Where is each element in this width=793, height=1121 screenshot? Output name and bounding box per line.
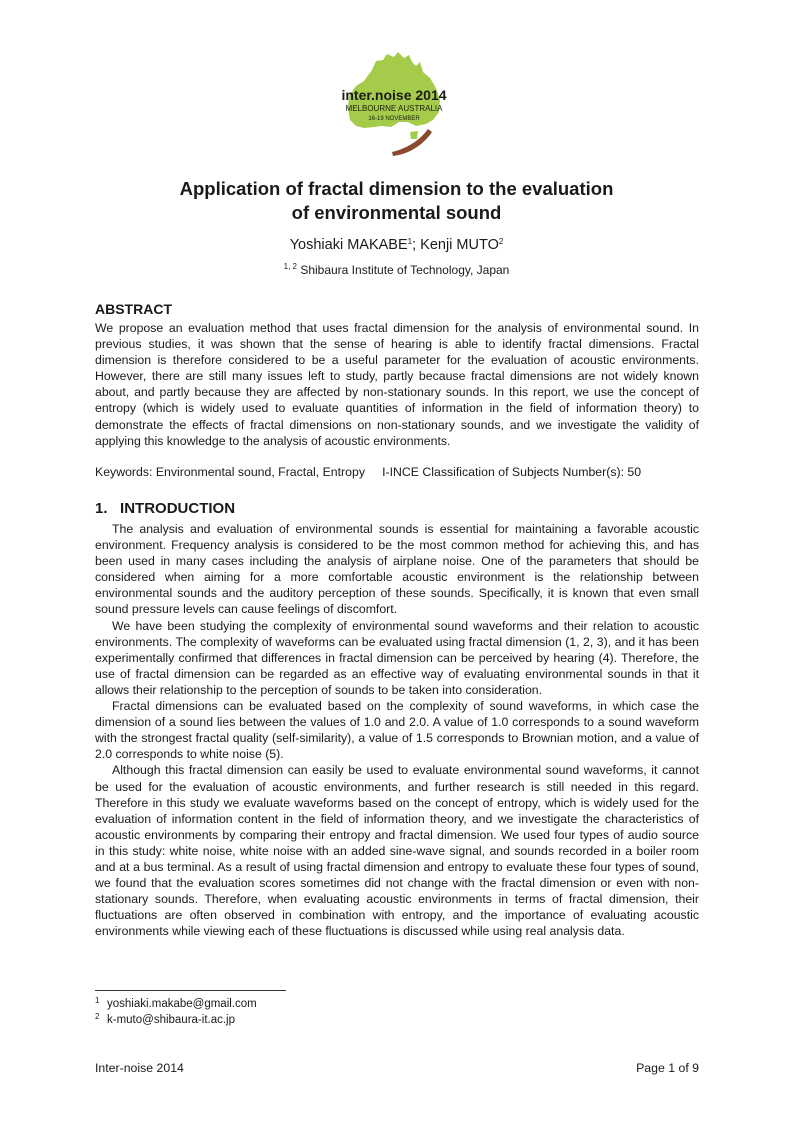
author-affiliation-marker: 2 bbox=[498, 237, 504, 246]
author-name: Yoshiaki MAKABE bbox=[289, 237, 408, 253]
classification-text: I-INCE Classification of Subjects Number(s): 50 bbox=[382, 465, 642, 479]
australia-map-icon bbox=[336, 48, 452, 163]
footnote-marker: 2 bbox=[95, 1012, 100, 1021]
footnote bbox=[95, 996, 257, 1010]
paper-title-line-1: Application of fractal dimension to the evaluation bbox=[179, 178, 614, 199]
logo-brand-text: inter.noise 2014 bbox=[341, 87, 447, 103]
keywords-text: Keywords: Environmental sound, Fractal, Entropy bbox=[95, 465, 365, 479]
affiliation-text: Shibaura Institute of Technology, Japan bbox=[300, 263, 510, 277]
footnote-divider bbox=[95, 990, 286, 991]
abstract-text: We propose an evaluation method that uses fractal dimension for the analysis of environmental sound. In previous studies, it was shown that the sense of hearing is able to identify fractal dimensions. Fractal dimension is therefore considered to be a useful parameter for the evaluation of acoustic environments. However, there are still many issues left to study, partly because fractal dimensions are not widely known about, and partly because they are affected by non-stationary sounds. In this report, we use the concept of entropy (which is widely used to evaluate quantities of information in the field of information theory) to demonstrate the effects of fractal dimensions on non-stationary sounds, and we investigate the validity of applying this knowledge to the analysis of acoustic environments. bbox=[95, 321, 699, 448]
body-paragraph: Although this fractal dimension can easily be used to evaluate environmental sound waveforms, it cannot be used for the evaluation of acoustic environments, and further research is still needed in this regard. Therefore in this study we evaluate waveforms based on the concept of entropy, which is widely used for the evaluation of information content in the field of information theory, and we investigate the characteristics of acoustic environments by comparing their entropy and fractal dimension. We used four types of audio source in this study: white noise, white noise with an added sine-wave signal, and sounds recorded in a boiler room and at a bus terminal. As a result of using fractal dimension and entropy to evaluate these four types of sound, we found that the evaluation scores sometimes did not change with the fractal dimension or even with non-stationary sounds. Therefore, when evaluating acoustic environments in terms of fractal dimension, their fluctuations are often observed in combination with entropy, and the importance of evaluating acoustic environments while viewing each of these fluctuations is discussed while using real analysis data. bbox=[95, 763, 699, 939]
author-separator: ; bbox=[412, 237, 421, 253]
logo-location-text: MELBOURNE AUSTRALIA bbox=[345, 104, 443, 113]
footnote-marker: 1 bbox=[95, 996, 100, 1005]
footer-conference: Inter-noise 2014 bbox=[95, 1061, 184, 1075]
section-heading bbox=[95, 500, 235, 517]
conference-logo bbox=[336, 48, 452, 163]
footnote bbox=[95, 1012, 235, 1026]
author-affiliation-marker: 1 bbox=[407, 237, 413, 246]
section-title: INTRODUCTION bbox=[120, 500, 236, 517]
section-body bbox=[95, 521, 699, 939]
footnote-email: yoshiaki.makabe@gmail.com bbox=[107, 998, 257, 1010]
keywords-line bbox=[95, 465, 641, 479]
body-paragraph: We have been studying the complexity of environmental sound waveforms and their relation to acoustic environments. The complexity of waveforms can be evaluated using fractal dimension (1, 2, 3), and it has been experimentally confirmed that differences in fractal dimension can be perceived by hearing (4). Therefore, the use of fractal dimension can be regarded as an effective way of evaluating environmental sounds in that it allows their relationship to the perception of sounds to be taken into consideration. bbox=[95, 618, 699, 697]
affiliation bbox=[0, 263, 793, 277]
logo-dates-text: 16-19 NOVEMBER bbox=[368, 116, 420, 122]
author-list bbox=[0, 237, 793, 253]
author-name: Kenji MUTO bbox=[420, 237, 499, 253]
section-number: 1. bbox=[95, 500, 108, 517]
footer-page-number: Page 1 of 9 bbox=[636, 1061, 699, 1075]
affiliation-marker: 1, 2 bbox=[283, 262, 297, 271]
paper-title-line-2: of environmental sound bbox=[291, 202, 502, 223]
tasmania-shape bbox=[410, 131, 418, 139]
paper-title bbox=[0, 177, 793, 225]
footnote-email: k-muto@shibaura-it.ac.jp bbox=[107, 1014, 235, 1026]
abstract-heading: ABSTRACT bbox=[95, 301, 172, 317]
body-paragraph: The analysis and evaluation of environmental sounds is essential for maintaining a favorable acoustic environment. Frequency analysis is considered to be the most common method for achieving this, and has been used in many cases including the analysis of airplane noise. One of the parameters that should be considered when aiming for a more comfortable acoustic environment is the relationship between environmental sounds and the auditory perception of these sounds. Specifically, it is known that even small sound pressure levels can cause feelings of discomfort. bbox=[95, 522, 699, 617]
body-paragraph: Fractal dimensions can be evaluated based on the complexity of sound waveforms, in which case the dimension of a sound lies between the values of 1.0 and 2.0. A value of 1.0 corresponds to a sound waveform with the strongest fractal quality (self-similarity), a value of 1.5 corresponds to Brownian motion, and a value of 2.0 corresponds to white noise (5). bbox=[95, 699, 699, 762]
